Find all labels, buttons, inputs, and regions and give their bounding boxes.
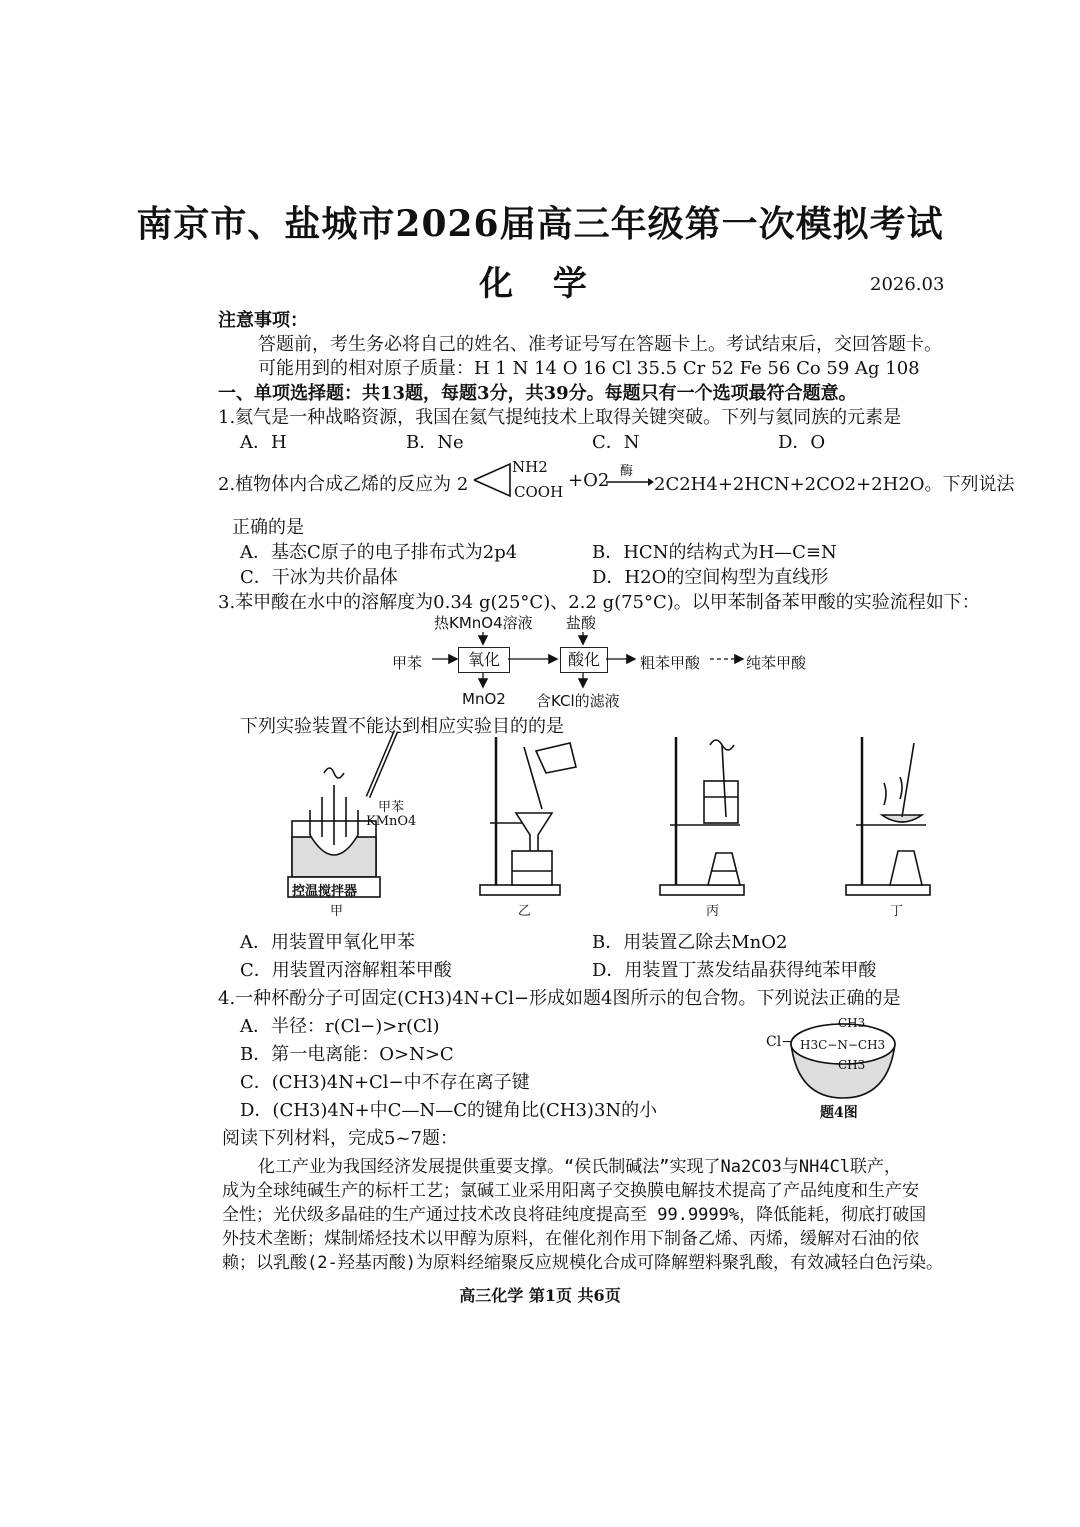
q1-option-a: A．H — [240, 432, 287, 453]
q3-stem: 3.苯甲酸在水中的溶解度为0.34 g(25°C)、2.2 g(75°C)。以甲苯制备苯甲酸的实验流程如下： — [218, 592, 980, 613]
flow-hot-kmno4: 热KMnO4溶液 — [434, 614, 533, 632]
flow-hcl: 盐酸 — [566, 614, 597, 632]
section-heading: 一、单项选择题：共13题，每题3分，共39分。每题只有一个选项最符合题意。 — [218, 383, 857, 404]
q2-stem-cont: 正确的是 — [232, 517, 304, 538]
fig4-chloride: Cl− — [766, 1034, 793, 1050]
q4-option-a: A．半径：r(Cl−)>r(Cl) — [240, 1016, 440, 1037]
q2-enzyme-label: 酶 — [620, 464, 634, 479]
apparatus-ding — [846, 737, 930, 895]
flow-box-oxidation: 氧化 — [458, 647, 510, 673]
label-ding: 丁 — [890, 904, 904, 919]
exam-date: 2026.03 — [870, 274, 945, 295]
q3-option-a: A．用装置甲氧化甲苯 — [240, 932, 415, 953]
q2-option-c: C．干冰为共价晶体 — [240, 567, 398, 588]
reading-line-1: 化工产业为我国经济发展提供重要支撑。“侯氏制碱法”实现了Na2CO3与NH4Cl联产， — [258, 1157, 902, 1177]
label-kmno4: KMnO4 — [366, 814, 417, 829]
reading-intro: 阅读下列材料，完成5~7题： — [222, 1128, 458, 1149]
notice-line-2: 可能用到的相对原子质量：H 1 N 14 O 16 Cl 35.5 Cr 52 Fe 56 Co 59 Ag 108 — [258, 358, 920, 379]
flow-pure-product: 纯苯甲酸 — [746, 654, 807, 672]
fig4-ammonium: H3C−N−CH3 — [800, 1038, 886, 1052]
q2-products: 2C2H4+2HCN+2CO2+2H2O。下列说法 — [654, 474, 1015, 495]
q4-option-c: C．(CH3)4N+Cl−中不存在离子键 — [240, 1072, 530, 1093]
q4-option-d: D．(CH3)4N+中C—N—C的键角比(CH3)3N的小 — [240, 1100, 658, 1121]
exam-title: 南京市、盐城市2026届高三年级第一次模拟考试 — [136, 203, 944, 245]
q1-option-d: D．O — [778, 432, 826, 453]
page-footer: 高三化学 第1页 共6页 — [459, 1286, 621, 1305]
flow-crude-product: 粗苯甲酸 — [640, 654, 701, 672]
fig4-ch3-top: CH3 — [838, 1016, 866, 1030]
label-jia: 甲 — [330, 904, 344, 919]
q2-stem-prefix: 2.植物体内合成乙烯的反应为 2 — [218, 474, 469, 495]
q4-stem: 4.一种杯酚分子可固定(CH3)4N+Cl−形成如题4图所示的包合物。下列说法正确的是 — [218, 988, 901, 1009]
reading-line-4: 外技术垄断；煤制烯烃技术以甲醇为原料，在催化剂作用下制备乙烯、丙烯，缓解对石油的依 — [222, 1229, 919, 1249]
flow-kcl-filtrate: 含KCl的滤液 — [536, 692, 620, 710]
q2-option-d: D．H2O的空间构型为直线形 — [592, 567, 829, 588]
q2-option-b: B．HCN的结构式为H—C≡N — [592, 542, 837, 563]
q3-option-d: D．用装置丁蒸发结晶获得纯苯甲酸 — [592, 960, 877, 981]
flow-arrows — [420, 628, 750, 694]
apparatus-yi — [480, 737, 576, 895]
notice-heading: 注意事项： — [218, 310, 308, 331]
label-yi: 乙 — [518, 904, 532, 919]
q2-oxygen: +O2 — [568, 470, 610, 491]
q2-cooh-label: COOH — [514, 483, 564, 501]
reading-line-2: 成为全球纯碱生产的标杆工艺；氯碱工业采用阳离子交换膜电解技术提高了产品纯度和生产安 — [222, 1181, 919, 1201]
reading-line-3: 全性；光伏级多晶硅的生产通过技术改良将硅纯度提高至 99.9999%，降低能耗，彻底打破国 — [222, 1205, 927, 1225]
flow-toluene: 甲苯 — [392, 654, 423, 672]
apparatus-bing — [660, 737, 744, 895]
q2-nh2-label: NH2 — [512, 458, 548, 476]
q1-option-b: B．Ne — [406, 432, 464, 453]
label-bing: 丙 — [706, 904, 720, 919]
q3-question: 下列实验装置不能达到相应实验目的的是 — [240, 716, 564, 737]
q2-option-a: A．基态C原子的电子排布式为2p4 — [240, 542, 518, 563]
q1-stem: 1.氦气是一种战略资源，我国在氦气提纯技术上取得关键突破。下列与氦同族的元素是 — [218, 407, 902, 428]
reading-line-5: 赖；以乳酸(2-羟基丙酸)为原料经缩聚反应规模化合成可降解塑料聚乳酸，有效减轻白色污染。 — [222, 1253, 943, 1273]
reaction-arrow-icon — [604, 477, 654, 487]
notice-line-1: 答题前，考生务必将自己的姓名、准考证号写在答题卡上。考试结束后，交回答题卡。 — [258, 334, 942, 355]
q3-option-c: C．用装置丙溶解粗苯甲酸 — [240, 960, 452, 981]
flow-box-acidify: 酸化 — [560, 647, 608, 673]
flow-mno2: MnO2 — [462, 690, 506, 708]
cyclopropane-ring-structure — [470, 458, 518, 504]
q1-option-c: C．N — [592, 432, 640, 453]
fig4-caption: 题4图 — [820, 1105, 858, 1121]
subject-title: 化 学 — [479, 264, 601, 304]
q4-option-b: B．第一电离能：O>N>C — [240, 1044, 454, 1065]
label-stirrer: 控温搅拌器 — [292, 884, 358, 899]
fig4-ch3-bottom: CH3 — [838, 1058, 866, 1072]
label-toluene: 甲苯 — [378, 800, 405, 815]
q3-option-b: B．用装置乙除去MnO2 — [592, 932, 788, 953]
